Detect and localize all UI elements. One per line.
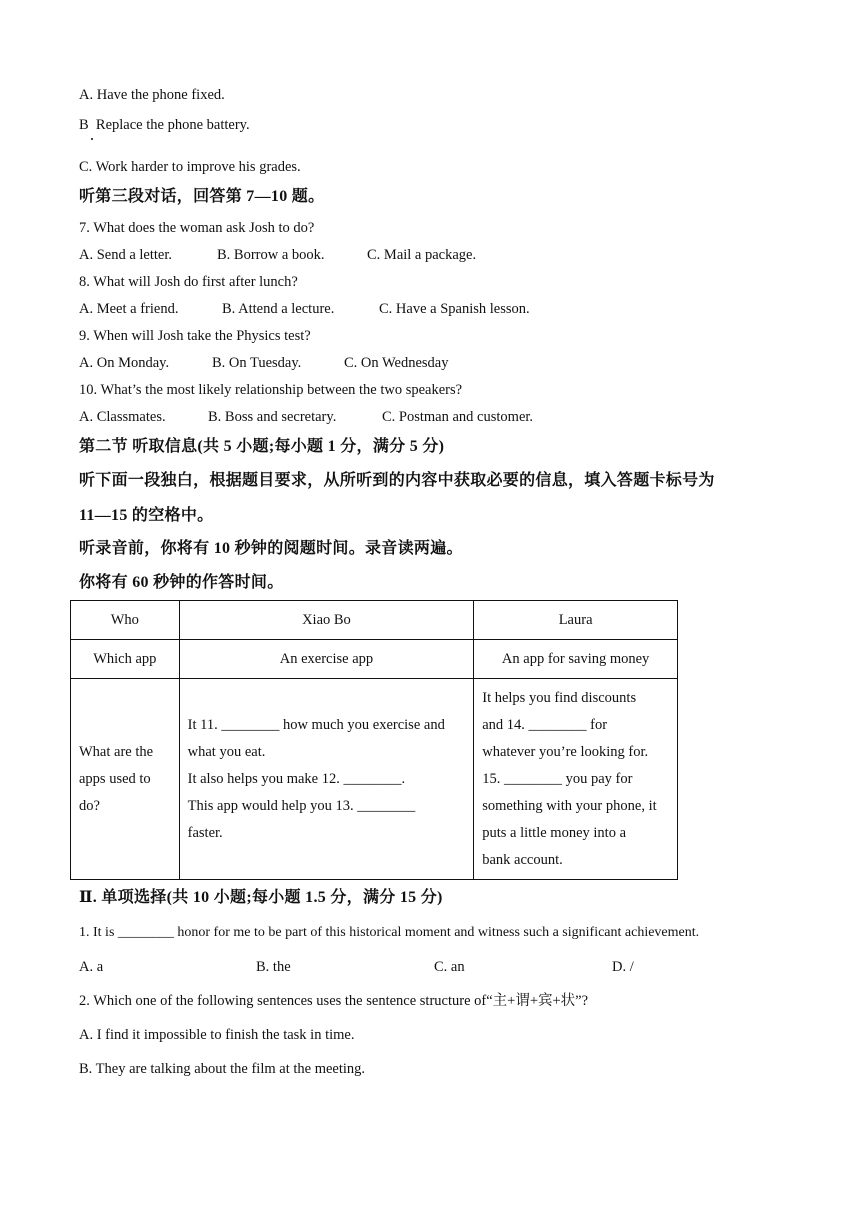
section3-heading: 听第三段对话，回答第 7—10 题。 (79, 188, 325, 205)
cell-line: faster. (187, 824, 223, 841)
table-row (71, 601, 678, 640)
table-cell: Laura (474, 601, 678, 640)
cell-line: apps used to (79, 770, 151, 787)
cell-line: do? (79, 797, 100, 814)
part2-instruction: 听录音前，你将有 10 秒钟的阅题时间。录音读两遍。 (79, 540, 463, 557)
cell-line: and 14. ________ for (482, 716, 608, 733)
option: C. On Wednesday (344, 355, 449, 371)
part2-instruction: 11—15 的空格中。 (79, 507, 214, 524)
table-cell: An app for saving money (474, 640, 678, 679)
table-cell: Who (71, 601, 180, 640)
option-b (79, 116, 250, 134)
cell-line: bank account. (482, 851, 563, 868)
option: C. Have a Spanish lesson. (379, 301, 530, 317)
table-cell: An exercise app (179, 640, 474, 679)
option-c: C. Work harder to improve his grades. (79, 159, 301, 175)
table-cell: Xiao Bo (179, 601, 474, 640)
option: B. Borrow a book. (217, 247, 325, 263)
option-b-letter: B (79, 117, 89, 133)
option: B. Attend a lecture. (222, 301, 335, 317)
table-cell (71, 679, 180, 880)
option-a: A. Have the phone fixed. (79, 87, 225, 103)
cell-line: What are the (79, 743, 154, 760)
info-table (70, 600, 678, 880)
part2-heading: 第二节 听取信息(共 5 小题;每小题 1 分，满分 5 分) (79, 438, 445, 455)
stray-dot (91, 138, 93, 140)
cell-line: This app would help you 13. ________ (187, 797, 416, 814)
cell-line: something with your phone, it (482, 797, 657, 814)
option: C. Mail a package. (367, 247, 477, 263)
table-cell (474, 679, 678, 880)
question-stem: 8. What will Josh do first after lunch? (79, 274, 298, 290)
cell-line: whatever you’re looking for. (482, 743, 649, 760)
part2-instruction: 听下面一段独白，根据题目要求，从所听到的内容中获取必要的信息，填入答题卡标号为 (79, 472, 715, 489)
option: B. On Tuesday. (212, 355, 302, 371)
option: D. / (612, 959, 634, 975)
option: A. a (79, 959, 104, 975)
option-a: A. I find it impossible to finish the task in time. (79, 1027, 355, 1043)
cell-line: It 11. ________ how much you exercise and (187, 716, 445, 733)
option: A. Send a letter. (79, 247, 173, 263)
option-b: B. They are talking about the film at the meeting. (79, 1061, 366, 1077)
cell-line: It helps you find discounts (482, 689, 637, 706)
table-cell (179, 679, 474, 880)
cell-line: what you eat. (187, 743, 266, 760)
option-b-text: Replace the phone battery. (95, 117, 250, 133)
part-ii-heading: Ⅱ. 单项选择(共 10 小题;每小题 1.5 分，满分 15 分) (79, 889, 443, 906)
question-stem: 1. It is ________ honor for me to be part of this historical moment and witness such a significant achievement. (79, 925, 700, 940)
option: A. Meet a friend. (79, 301, 179, 317)
option: B. Boss and secretary. (208, 409, 337, 425)
option: C. an (434, 959, 465, 975)
question-stem: 7. What does the woman ask Josh to do? (79, 220, 315, 236)
option: C. Postman and customer. (382, 409, 534, 425)
option: A. On Monday. (79, 355, 170, 371)
table-cell: Which app (71, 640, 180, 679)
part2-instruction: 你将有 60 秒钟的作答时间。 (79, 574, 284, 591)
question-stem: 10. What’s the most likely relationship between the two speakers? (79, 382, 463, 398)
question-stem: 9. When will Josh take the Physics test? (79, 328, 311, 344)
option: A. Classmates. (79, 409, 166, 425)
table-row (71, 640, 678, 679)
cell-line: It also helps you make 12. ________. (187, 770, 406, 787)
option: B. the (256, 959, 291, 975)
cell-line: puts a little money into a (482, 824, 627, 841)
table-row (71, 679, 678, 880)
cell-line: 15. ________ you pay for (482, 770, 633, 787)
question-stem: 2. Which one of the following sentences uses the sentence structure of“主+谓+宾+状”? (79, 993, 589, 1009)
